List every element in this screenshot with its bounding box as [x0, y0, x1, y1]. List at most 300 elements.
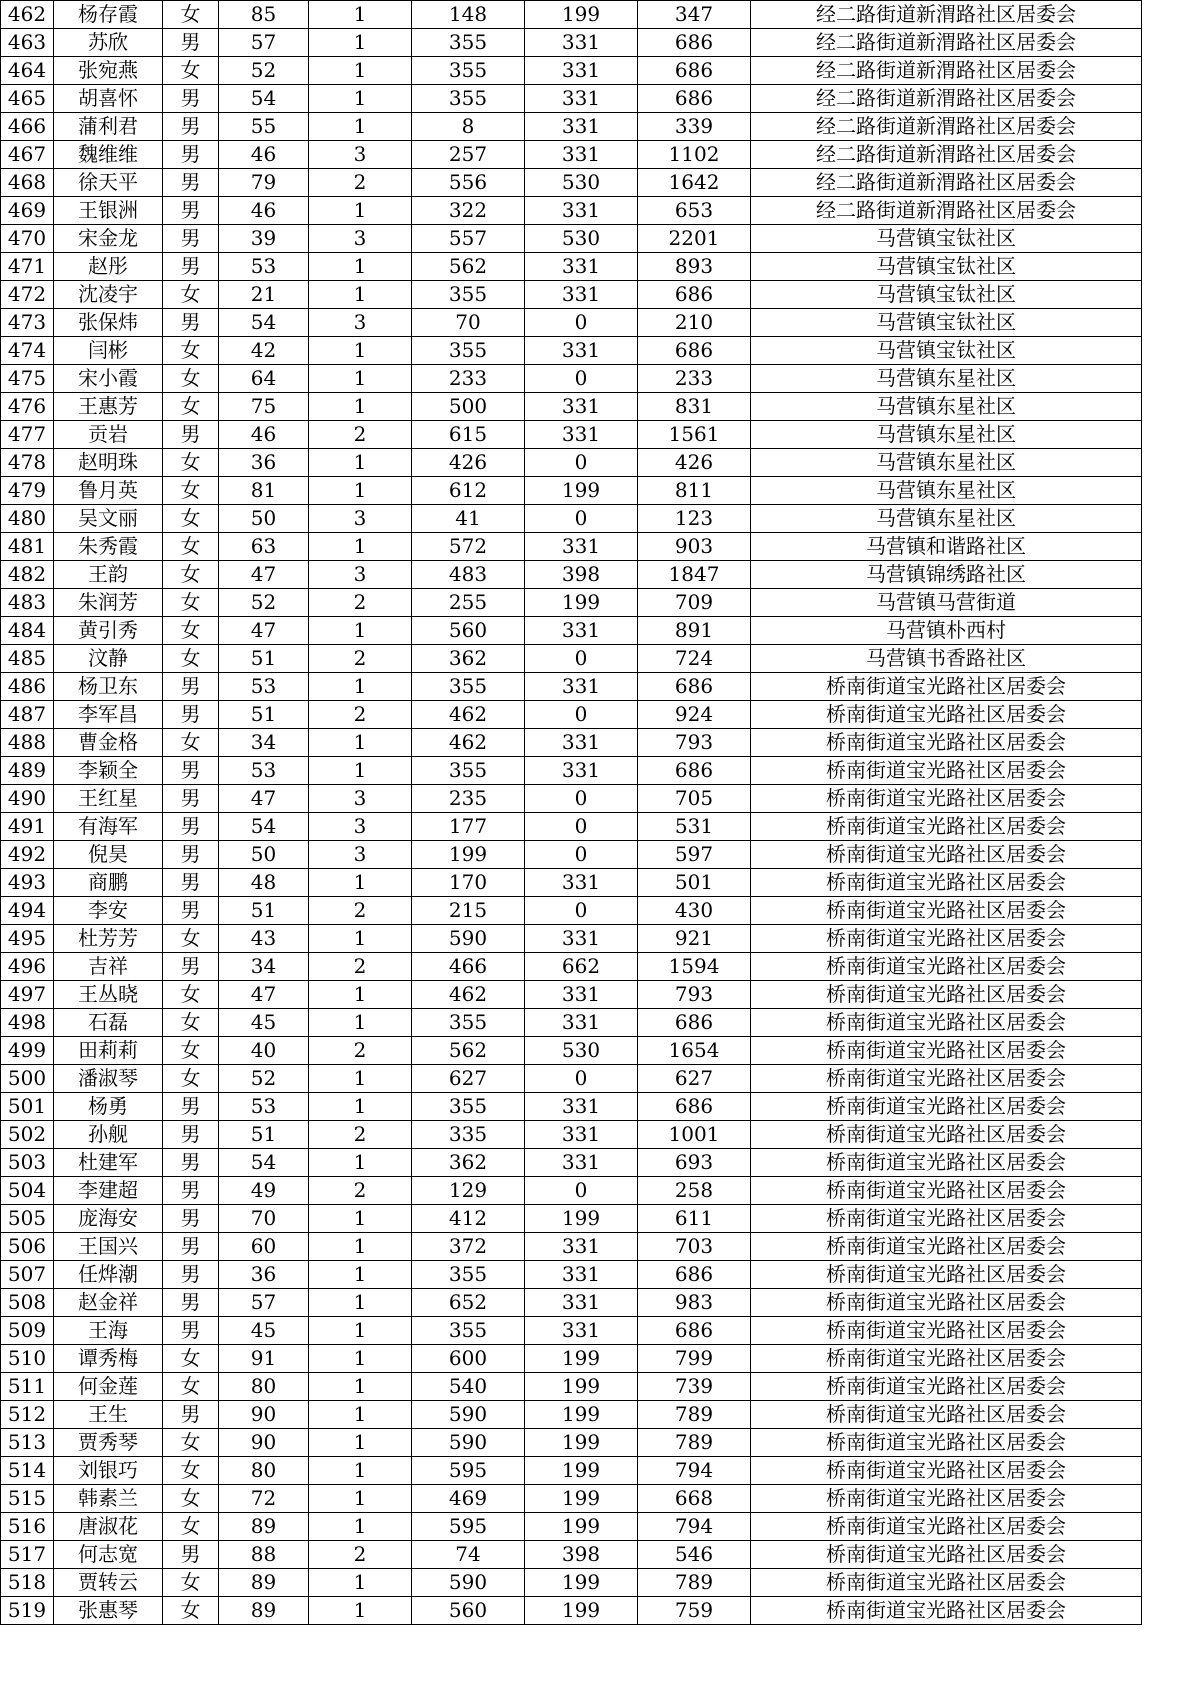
table-row: [1, 281, 1142, 309]
member-count-cell: 1: [309, 617, 412, 645]
table-row: [1, 841, 1142, 869]
amount-b-cell: 331: [525, 925, 638, 953]
table-row: [1, 1, 1142, 29]
row-number-cell: 489: [1, 757, 54, 785]
row-number-cell: 465: [1, 85, 54, 113]
community-name-cell: 经二路街道新渭路社区居委会: [751, 113, 1142, 141]
member-count-cell: 1: [309, 1289, 412, 1317]
amount-b-cell: 0: [525, 701, 638, 729]
row-number-cell: 485: [1, 645, 54, 673]
person-name-cell: 吴文丽: [54, 505, 163, 533]
table-row: [1, 337, 1142, 365]
person-name-cell: 闫彬: [54, 337, 163, 365]
person-name-cell: 潘淑琴: [54, 1065, 163, 1093]
total-amount-cell: 759: [638, 1597, 751, 1625]
table-row: [1, 365, 1142, 393]
age-cell: 85: [219, 1, 309, 29]
row-number-cell: 501: [1, 1093, 54, 1121]
community-name-cell: 马营镇马营街道: [751, 589, 1142, 617]
amount-a-cell: 355: [412, 57, 525, 85]
gender-cell: 男: [163, 701, 219, 729]
member-count-cell: 1: [309, 85, 412, 113]
community-name-cell: 桥南街道宝光路社区居委会: [751, 1345, 1142, 1373]
member-count-cell: 1: [309, 1205, 412, 1233]
person-name-cell: 徐天平: [54, 169, 163, 197]
amount-b-cell: 398: [525, 561, 638, 589]
total-amount-cell: 686: [638, 85, 751, 113]
age-cell: 70: [219, 1205, 309, 1233]
person-name-cell: 王生: [54, 1401, 163, 1429]
amount-a-cell: 233: [412, 365, 525, 393]
amount-b-cell: 331: [525, 57, 638, 85]
total-amount-cell: 546: [638, 1541, 751, 1569]
row-number-cell: 474: [1, 337, 54, 365]
amount-a-cell: 562: [412, 1037, 525, 1065]
amount-b-cell: 331: [525, 113, 638, 141]
age-cell: 91: [219, 1345, 309, 1373]
community-name-cell: 马营镇东星社区: [751, 365, 1142, 393]
age-cell: 21: [219, 281, 309, 309]
community-name-cell: 桥南街道宝光路社区居委会: [751, 841, 1142, 869]
row-number-cell: 491: [1, 813, 54, 841]
member-count-cell: 1: [309, 1233, 412, 1261]
total-amount-cell: 891: [638, 617, 751, 645]
table-row: [1, 813, 1142, 841]
table-row: [1, 309, 1142, 337]
amount-a-cell: 612: [412, 477, 525, 505]
total-amount-cell: 1594: [638, 953, 751, 981]
gender-cell: 男: [163, 785, 219, 813]
row-number-cell: 496: [1, 953, 54, 981]
table-row: [1, 1485, 1142, 1513]
amount-a-cell: 322: [412, 197, 525, 225]
row-number-cell: 469: [1, 197, 54, 225]
total-amount-cell: 831: [638, 393, 751, 421]
row-number-cell: 511: [1, 1373, 54, 1401]
age-cell: 46: [219, 141, 309, 169]
person-name-cell: 张宛燕: [54, 57, 163, 85]
gender-cell: 男: [163, 897, 219, 925]
community-name-cell: 马营镇宝钛社区: [751, 225, 1142, 253]
person-name-cell: 魏维维: [54, 141, 163, 169]
community-name-cell: 马营镇东星社区: [751, 393, 1142, 421]
gender-cell: 女: [163, 1569, 219, 1597]
table-row: [1, 1205, 1142, 1233]
person-name-cell: 沈凌宇: [54, 281, 163, 309]
total-amount-cell: 430: [638, 897, 751, 925]
member-count-cell: 1: [309, 113, 412, 141]
amount-a-cell: 572: [412, 533, 525, 561]
row-number-cell: 482: [1, 561, 54, 589]
row-number-cell: 508: [1, 1289, 54, 1317]
row-number-cell: 507: [1, 1261, 54, 1289]
amount-a-cell: 177: [412, 813, 525, 841]
row-number-cell: 483: [1, 589, 54, 617]
table-row: [1, 701, 1142, 729]
person-name-cell: 杨卫东: [54, 673, 163, 701]
person-name-cell: 李建超: [54, 1177, 163, 1205]
total-amount-cell: 347: [638, 1, 751, 29]
total-amount-cell: 724: [638, 645, 751, 673]
age-cell: 51: [219, 645, 309, 673]
community-name-cell: 桥南街道宝光路社区居委会: [751, 1429, 1142, 1457]
member-count-cell: 2: [309, 421, 412, 449]
amount-b-cell: 331: [525, 1009, 638, 1037]
amount-a-cell: 372: [412, 1233, 525, 1261]
amount-b-cell: 199: [525, 1, 638, 29]
person-name-cell: 任烨潮: [54, 1261, 163, 1289]
age-cell: 36: [219, 1261, 309, 1289]
row-number-cell: 479: [1, 477, 54, 505]
table-row: [1, 253, 1142, 281]
age-cell: 90: [219, 1429, 309, 1457]
total-amount-cell: 793: [638, 729, 751, 757]
total-amount-cell: 789: [638, 1429, 751, 1457]
age-cell: 46: [219, 197, 309, 225]
amount-a-cell: 362: [412, 1149, 525, 1177]
amount-b-cell: 331: [525, 393, 638, 421]
gender-cell: 女: [163, 393, 219, 421]
member-count-cell: 1: [309, 1009, 412, 1037]
amount-a-cell: 500: [412, 393, 525, 421]
row-number-cell: 490: [1, 785, 54, 813]
row-number-cell: 481: [1, 533, 54, 561]
gender-cell: 女: [163, 1457, 219, 1485]
table-row: [1, 197, 1142, 225]
table-row: [1, 1513, 1142, 1541]
row-number-cell: 516: [1, 1513, 54, 1541]
amount-b-cell: 331: [525, 197, 638, 225]
table-row: [1, 533, 1142, 561]
table-row: [1, 1289, 1142, 1317]
row-number-cell: 486: [1, 673, 54, 701]
person-name-cell: 宋小霞: [54, 365, 163, 393]
total-amount-cell: 210: [638, 309, 751, 337]
gender-cell: 男: [163, 141, 219, 169]
amount-a-cell: 355: [412, 1093, 525, 1121]
amount-b-cell: 331: [525, 1317, 638, 1345]
row-number-cell: 467: [1, 141, 54, 169]
person-name-cell: 何志宽: [54, 1541, 163, 1569]
amount-b-cell: 199: [525, 1513, 638, 1541]
amount-a-cell: 560: [412, 1597, 525, 1625]
amount-a-cell: 74: [412, 1541, 525, 1569]
table-row: [1, 477, 1142, 505]
gender-cell: 女: [163, 1429, 219, 1457]
age-cell: 52: [219, 1065, 309, 1093]
gender-cell: 男: [163, 85, 219, 113]
total-amount-cell: 789: [638, 1569, 751, 1597]
amount-a-cell: 615: [412, 421, 525, 449]
gender-cell: 男: [163, 673, 219, 701]
age-cell: 34: [219, 729, 309, 757]
total-amount-cell: 983: [638, 1289, 751, 1317]
member-count-cell: 1: [309, 981, 412, 1009]
total-amount-cell: 653: [638, 197, 751, 225]
gender-cell: 女: [163, 1037, 219, 1065]
row-number-cell: 462: [1, 1, 54, 29]
amount-a-cell: 235: [412, 785, 525, 813]
age-cell: 47: [219, 981, 309, 1009]
member-count-cell: 1: [309, 1317, 412, 1345]
row-number-cell: 463: [1, 29, 54, 57]
age-cell: 51: [219, 1121, 309, 1149]
amount-b-cell: 331: [525, 981, 638, 1009]
gender-cell: 女: [163, 281, 219, 309]
community-name-cell: 桥南街道宝光路社区居委会: [751, 1485, 1142, 1513]
community-name-cell: 桥南街道宝光路社区居委会: [751, 1289, 1142, 1317]
row-number-cell: 512: [1, 1401, 54, 1429]
gender-cell: 男: [163, 253, 219, 281]
member-count-cell: 1: [309, 1149, 412, 1177]
community-name-cell: 经二路街道新渭路社区居委会: [751, 57, 1142, 85]
person-name-cell: 韩素兰: [54, 1485, 163, 1513]
gender-cell: 男: [163, 1317, 219, 1345]
age-cell: 51: [219, 701, 309, 729]
age-cell: 36: [219, 449, 309, 477]
amount-b-cell: 331: [525, 85, 638, 113]
community-name-cell: 桥南街道宝光路社区居委会: [751, 1177, 1142, 1205]
gender-cell: 女: [163, 561, 219, 589]
table-row: [1, 85, 1142, 113]
gender-cell: 男: [163, 309, 219, 337]
amount-a-cell: 257: [412, 141, 525, 169]
person-name-cell: 宋金龙: [54, 225, 163, 253]
amount-a-cell: 560: [412, 617, 525, 645]
row-number-cell: 470: [1, 225, 54, 253]
person-name-cell: 黄引秀: [54, 617, 163, 645]
age-cell: 34: [219, 953, 309, 981]
total-amount-cell: 258: [638, 1177, 751, 1205]
amount-b-cell: 199: [525, 1373, 638, 1401]
person-name-cell: 李颖全: [54, 757, 163, 785]
gender-cell: 男: [163, 1121, 219, 1149]
person-name-cell: 何金莲: [54, 1373, 163, 1401]
total-amount-cell: 233: [638, 365, 751, 393]
person-name-cell: 王韵: [54, 561, 163, 589]
gender-cell: 女: [163, 365, 219, 393]
age-cell: 81: [219, 477, 309, 505]
row-number-cell: 502: [1, 1121, 54, 1149]
amount-a-cell: 355: [412, 29, 525, 57]
total-amount-cell: 893: [638, 253, 751, 281]
table-row: [1, 1541, 1142, 1569]
community-name-cell: 桥南街道宝光路社区居委会: [751, 897, 1142, 925]
community-name-cell: 经二路街道新渭路社区居委会: [751, 169, 1142, 197]
person-name-cell: 庞海安: [54, 1205, 163, 1233]
row-number-cell: 484: [1, 617, 54, 645]
amount-a-cell: 355: [412, 1317, 525, 1345]
amount-a-cell: 362: [412, 645, 525, 673]
table-row: [1, 1009, 1142, 1037]
amount-a-cell: 148: [412, 1, 525, 29]
community-name-cell: 桥南街道宝光路社区居委会: [751, 1009, 1142, 1037]
person-name-cell: 王银洲: [54, 197, 163, 225]
total-amount-cell: 2201: [638, 225, 751, 253]
age-cell: 79: [219, 169, 309, 197]
amount-a-cell: 70: [412, 309, 525, 337]
member-count-cell: 3: [309, 225, 412, 253]
member-count-cell: 1: [309, 29, 412, 57]
member-count-cell: 2: [309, 1037, 412, 1065]
amount-b-cell: 331: [525, 1149, 638, 1177]
community-name-cell: 桥南街道宝光路社区居委会: [751, 869, 1142, 897]
community-name-cell: 桥南街道宝光路社区居委会: [751, 757, 1142, 785]
person-name-cell: 张保炜: [54, 309, 163, 337]
age-cell: 42: [219, 337, 309, 365]
member-count-cell: 1: [309, 869, 412, 897]
amount-b-cell: 331: [525, 617, 638, 645]
community-name-cell: 经二路街道新渭路社区居委会: [751, 29, 1142, 57]
member-count-cell: 1: [309, 393, 412, 421]
community-name-cell: 经二路街道新渭路社区居委会: [751, 1, 1142, 29]
age-cell: 46: [219, 421, 309, 449]
row-number-cell: 498: [1, 1009, 54, 1037]
amount-a-cell: 540: [412, 1373, 525, 1401]
amount-b-cell: 530: [525, 1037, 638, 1065]
community-name-cell: 马营镇和谐路社区: [751, 533, 1142, 561]
amount-a-cell: 652: [412, 1289, 525, 1317]
person-name-cell: 谭秀梅: [54, 1345, 163, 1373]
person-name-cell: 吉祥: [54, 953, 163, 981]
amount-b-cell: 199: [525, 1205, 638, 1233]
community-name-cell: 马营镇东星社区: [751, 477, 1142, 505]
amount-a-cell: 355: [412, 281, 525, 309]
member-count-cell: 1: [309, 197, 412, 225]
table-row: [1, 589, 1142, 617]
total-amount-cell: 799: [638, 1345, 751, 1373]
member-count-cell: 1: [309, 253, 412, 281]
gender-cell: 女: [163, 589, 219, 617]
gender-cell: 男: [163, 1149, 219, 1177]
table-body: [1, 1, 1142, 1625]
gender-cell: 女: [163, 1345, 219, 1373]
table-row: [1, 1569, 1142, 1597]
member-count-cell: 3: [309, 141, 412, 169]
community-name-cell: 马营镇宝钛社区: [751, 253, 1142, 281]
table-row: [1, 757, 1142, 785]
amount-b-cell: 331: [525, 141, 638, 169]
person-name-cell: 杜建军: [54, 1149, 163, 1177]
amount-a-cell: 590: [412, 1429, 525, 1457]
table-row: [1, 421, 1142, 449]
table-row: [1, 1317, 1142, 1345]
row-number-cell: 487: [1, 701, 54, 729]
member-count-cell: 3: [309, 785, 412, 813]
amount-b-cell: 199: [525, 1401, 638, 1429]
amount-a-cell: 590: [412, 1569, 525, 1597]
total-amount-cell: 686: [638, 337, 751, 365]
table-row: [1, 1121, 1142, 1149]
gender-cell: 男: [163, 757, 219, 785]
age-cell: 88: [219, 1541, 309, 1569]
person-name-cell: 胡喜怀: [54, 85, 163, 113]
community-name-cell: 马营镇东星社区: [751, 505, 1142, 533]
row-number-cell: 488: [1, 729, 54, 757]
person-name-cell: 汶静: [54, 645, 163, 673]
row-number-cell: 476: [1, 393, 54, 421]
amount-b-cell: 0: [525, 365, 638, 393]
member-count-cell: 1: [309, 477, 412, 505]
age-cell: 54: [219, 813, 309, 841]
member-count-cell: 2: [309, 701, 412, 729]
person-name-cell: 赵彤: [54, 253, 163, 281]
total-amount-cell: 693: [638, 1149, 751, 1177]
community-name-cell: 桥南街道宝光路社区居委会: [751, 953, 1142, 981]
amount-b-cell: 331: [525, 1093, 638, 1121]
person-name-cell: 杜芳芳: [54, 925, 163, 953]
amount-a-cell: 466: [412, 953, 525, 981]
gender-cell: 男: [163, 1261, 219, 1289]
age-cell: 40: [219, 1037, 309, 1065]
table-row: [1, 1037, 1142, 1065]
total-amount-cell: 426: [638, 449, 751, 477]
person-name-cell: 朱润芳: [54, 589, 163, 617]
table-row: [1, 169, 1142, 197]
total-amount-cell: 1654: [638, 1037, 751, 1065]
member-count-cell: 1: [309, 729, 412, 757]
amount-b-cell: 331: [525, 533, 638, 561]
member-count-cell: 2: [309, 589, 412, 617]
amount-a-cell: 199: [412, 841, 525, 869]
person-name-cell: 李军昌: [54, 701, 163, 729]
row-number-cell: 519: [1, 1597, 54, 1625]
gender-cell: 女: [163, 533, 219, 561]
total-amount-cell: 686: [638, 57, 751, 85]
age-cell: 63: [219, 533, 309, 561]
amount-b-cell: 0: [525, 785, 638, 813]
age-cell: 53: [219, 673, 309, 701]
community-name-cell: 桥南街道宝光路社区居委会: [751, 1401, 1142, 1429]
amount-b-cell: 0: [525, 1177, 638, 1205]
age-cell: 39: [219, 225, 309, 253]
total-amount-cell: 705: [638, 785, 751, 813]
person-name-cell: 刘银巧: [54, 1457, 163, 1485]
total-amount-cell: 686: [638, 757, 751, 785]
member-count-cell: 1: [309, 1429, 412, 1457]
gender-cell: 男: [163, 1541, 219, 1569]
community-name-cell: 桥南街道宝光路社区居委会: [751, 785, 1142, 813]
community-name-cell: 桥南街道宝光路社区居委会: [751, 1121, 1142, 1149]
gender-cell: 男: [163, 869, 219, 897]
total-amount-cell: 793: [638, 981, 751, 1009]
amount-b-cell: 199: [525, 1569, 638, 1597]
row-number-cell: 494: [1, 897, 54, 925]
age-cell: 53: [219, 1093, 309, 1121]
community-name-cell: 桥南街道宝光路社区居委会: [751, 1317, 1142, 1345]
row-number-cell: 495: [1, 925, 54, 953]
row-number-cell: 471: [1, 253, 54, 281]
gender-cell: 女: [163, 449, 219, 477]
row-number-cell: 509: [1, 1317, 54, 1345]
person-name-cell: 苏欣: [54, 29, 163, 57]
gender-cell: 女: [163, 1065, 219, 1093]
total-amount-cell: 686: [638, 1093, 751, 1121]
age-cell: 75: [219, 393, 309, 421]
person-name-cell: 贡岩: [54, 421, 163, 449]
age-cell: 49: [219, 1177, 309, 1205]
amount-b-cell: 199: [525, 589, 638, 617]
amount-a-cell: 355: [412, 673, 525, 701]
row-number-cell: 477: [1, 421, 54, 449]
total-amount-cell: 597: [638, 841, 751, 869]
amount-b-cell: 0: [525, 1065, 638, 1093]
row-number-cell: 499: [1, 1037, 54, 1065]
gender-cell: 女: [163, 1, 219, 29]
member-count-cell: 1: [309, 281, 412, 309]
person-name-cell: 唐淑花: [54, 1513, 163, 1541]
member-count-cell: 1: [309, 925, 412, 953]
